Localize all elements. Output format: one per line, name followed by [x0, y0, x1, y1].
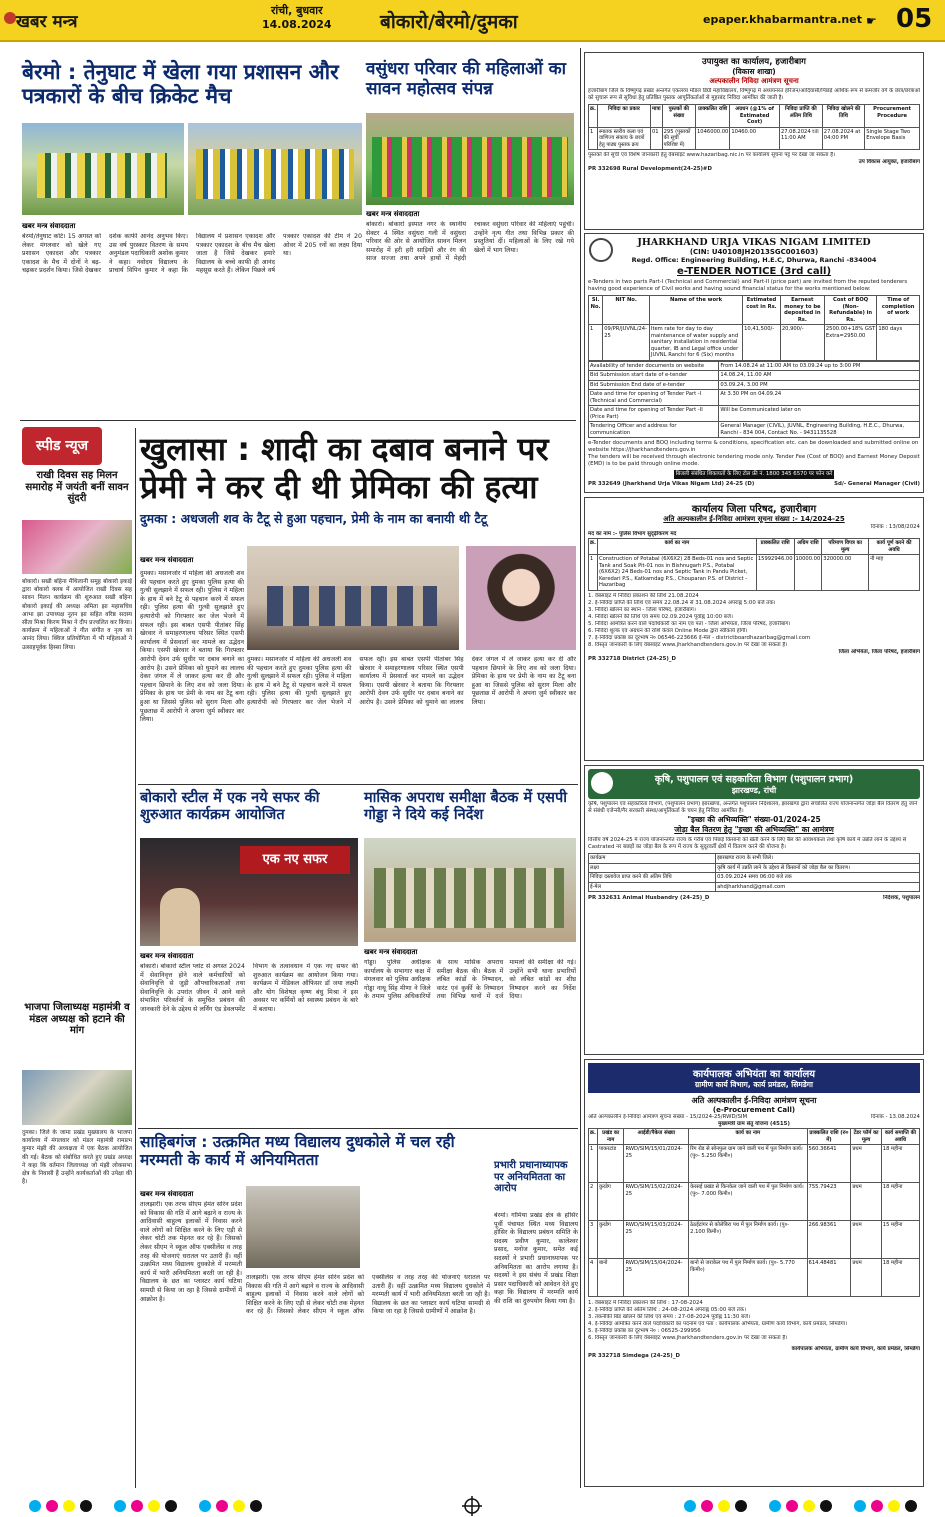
- ad1-table: [588, 104, 920, 150]
- table-row: [589, 422, 920, 438]
- ad5-table: [588, 1128, 920, 1297]
- city-day: रांची, बुधवार: [270, 4, 323, 17]
- ad2-th: Name of the work: [649, 296, 742, 325]
- speed-photo-2: [22, 1070, 132, 1125]
- story6-byline: खबर मन्त्र संवाददाता: [140, 1190, 194, 1198]
- ad5-sub: ग्रामीण कार्य विभाग, कार्य प्रमंडल, सिमडेगा: [695, 1080, 813, 1089]
- ad5-td: कुरडेग: [597, 1183, 624, 1221]
- speed-photo-1: [22, 520, 132, 574]
- registration-marks: [0, 1496, 945, 1517]
- ad5-th: टेंडर फॉर्म का मूल्य: [851, 1129, 881, 1145]
- table-row: [589, 555, 920, 591]
- ad1-td: स्नातक स्तरीय कला एवं वाणिज्य संकाय के छात्रों हेतु पाठ्य पुस्तक क्रय: [597, 127, 650, 150]
- story7-body: बेरमो। गोमिया प्रखंड क्षेत्र के होसिर पूर्वी पंचायत स्थित मध्य विद्यालय होसिर के विद्यालय प्रबंधन समिति के सदस्य प्रवीण कुमार, कालेश्वर प्रसाद, मनोज कुमार, समेत कई सदस्यों ने प्रभारी प्रधानाध्यापक पर अनियमितता का आरोप लगाया है। सदस्यों ने इस संबंध में प्रखंड शिक्षा प्रसार पदाधिकारी को आवेदन देते हुए कहा कि विद्यालय में मरम्मति कार्य की राशि का दुरुपयोग किया गया है।: [494, 1212, 578, 1305]
- ad-rwd-simdega: [584, 1059, 924, 1487]
- ad5-td: 755.79423: [807, 1183, 851, 1221]
- schedule-value: From 14.08.24 at 11:00 AM to 03.09.24 up to 3:00 PM: [719, 361, 920, 371]
- ad5-th: कार्य का नाम: [689, 1129, 807, 1145]
- table-row: [589, 1259, 920, 1297]
- ad2-note2: The tenders will be received through electronic tendering mode only. Tender Fee (Cost of BOQ) and Earnest Money Deposit (EMD) is to be paid through online mode.: [588, 454, 920, 467]
- story2-photo: [366, 113, 574, 205]
- ad1-th: अग्रधन (@1% of Estimated Cost): [730, 105, 780, 128]
- schedule-label: Date and time for opening of Tender Part -II (Price Part): [589, 406, 719, 422]
- ad5-th: आईडी/पैकेज संख्या: [624, 1129, 689, 1145]
- ad5-td: केरसई प्रखंड से किनकेल जाने वाली पथ में पुल निर्माण कार्य। (पु०- 7.000 किमी०): [689, 1183, 807, 1221]
- ad1-td: 1046000.00: [696, 127, 730, 150]
- ad2-pr: PR 332649 (Jharkhand Urja Vikas Nigam Ltd) 24-25 (D): [588, 481, 755, 487]
- divider: [138, 1128, 578, 1129]
- ad5-td: प्रथम: [851, 1183, 881, 1221]
- ad5-td: RWD/SIM/15/02/2024-25: [624, 1183, 689, 1221]
- ad1-notice: अल्पकालीन निविदा आमंत्रण सूचना: [709, 77, 799, 85]
- ad2-td: 2500.00+18% GST Extra=2950.00: [824, 325, 877, 361]
- epaper-link[interactable]: epaper.khabarmantra.net: [703, 13, 862, 26]
- ad5-line: 5. ई-निविदा प्रकोष्ठ का दूरभाष नं० : 06525-299956: [588, 1328, 701, 1334]
- ad4-pr: PR 332631 Animal Husbandry (24-25)_D: [588, 895, 710, 901]
- ad2-td: 09/PR/JUVNL/24-25: [603, 325, 650, 361]
- ad3-line: 4. निविदा खोलने की तिथि एवं समय 02.09.2024 पूर्वाह्न 10:00 बजे।: [588, 613, 733, 620]
- page-number: 05: [896, 4, 933, 34]
- color-dots-left: [29, 1500, 262, 1512]
- ad5-td: ठेठईटांगर से कोलेबिरा पथ में पुल निर्माण कार्य। (पु०- 2.100 किमी०): [689, 1221, 807, 1259]
- ad5-th: प्राक्कलित राशि (रु० में): [807, 1129, 851, 1145]
- schedule-value: Will be Communicated later on: [719, 406, 920, 422]
- ad5-th: क्र.: [589, 1129, 598, 1145]
- speed-headline-1: राखी दिवस सह मिलन समारोह में जयंती बनीं सावन सुंदरी: [25, 470, 129, 504]
- ad3-notice: अति अल्पकालीन ई-निविदा आमंत्रण सूचना संख्या :- 14/2024-25: [663, 515, 845, 523]
- ad4-subtitle: जोड़ा बैल वितरण हेतु "इच्छा की अभिव्यक्ति" का आमंत्रण: [674, 825, 834, 834]
- ad5-scheme: मुख्यमंत्री ग्राम सेतु योजना (4515): [718, 1121, 790, 1127]
- column-divider: [135, 428, 136, 1488]
- ad4-intro: कृषि, पशुपालन एवं सहकारिता विभाग, (पशुपालन प्रभाग) झारखण्ड, अन्तर्गत पशुपालन निदेशालय, झारखण्ड द्वारा संचालित राज्य योजनान्तर्गत जोड़ा बैल वितरण हेतु जाने से संबंधी एजेन्सी/गैर सरकारी संस्था/आपूर्तिकर्ता के चयन हेतु निविदा आमंत्रित है।: [588, 801, 918, 814]
- speed-body-2: दुमका। जिले के जामा प्रखंड मुख्यालय के भाजपा कार्यालय में मंगलवार को मंडल महामंत्री रामप्रभ कुमार मंझी की अध्यक्षता में एक बैठक आयोजित की गई। बैठक को संबोधित करते हुए प्रखंड अध्यक्ष ने कहा कि वर्तमान जिलाध्यक्ष जो मंझी लोकसभा क्षेत्र के निवासी हैं उन्होंने कार्यकर्ताओं की उपेक्षा की है।: [22, 1130, 132, 1186]
- ad5-td: प्रथम: [851, 1259, 881, 1297]
- ad-column-divider: [580, 48, 581, 1488]
- ad2-title: e-TENDER NOTICE (3rd call): [676, 266, 832, 277]
- speed-headline-2: भाजपा जिलाध्यक्ष महामंत्री व मंडल अध्यक्ष को हटाने की मांग: [24, 1002, 130, 1036]
- ad3-th: कार्य का नाम: [597, 539, 756, 555]
- ad3-line: 3. निविदा खोलने का स्थान - जिला परिषद, हजारीबाग।: [588, 606, 696, 613]
- ad5-proc: (e-Procurement Call): [712, 1106, 796, 1114]
- ad5-td: RWD/SIM/15/01/2024-25: [624, 1145, 689, 1183]
- ad3-office: कार्यालय जिला परिषद, हजारीबाग: [691, 504, 817, 515]
- ad1-dept: (विकास शाखा): [732, 67, 776, 76]
- ad5-ref: अति अल्पकालीन ई-निविदा आमंत्रण सूचना संख्या - 15/2024-25/RWD/SIM: [588, 1114, 748, 1120]
- ad2-intro: e-Tenders in two parts Part-I (Technical and Commercial) and Part-II (price part) are invited from the reputed tenderers having good experience of Civil works and having sound financial status for the works mentioned below:: [588, 279, 908, 292]
- schedule-value: General Manager (CIVIL), JUVNL, Engineering Building, H.E.C., Dhurwa, Ranchi - 834 004, Contact No. - 9431135528: [719, 422, 920, 438]
- ad3-th: क्र.: [589, 539, 598, 555]
- schedule-value: 14.08.24, 11.00 AM: [719, 371, 920, 381]
- story4-body: बोकारो। बोकारो स्टील प्लांट से अगस्त 2024 में सेवानिवृत्त होने वाले कर्मचारियों को सेवानिवृत्ति से जुड़ी औपचारिकताओं तथा सेवानिवृत्ति के उपरांत जीवन में आने वाले संभावित परिवर्तनों के समुचित प्रबंधन की जानकारी देने के उद्देश्य से लर्निंग एंड डेवलपमेंट विभाग के तत्वावधान में एक नए सफर की शुरुआत कार्यक्रम का आयोजन किया गया। कार्यक्रम में मेडिकल ऑफिसर डॉ जया लक्ष्मी और योग विशेषज्ञ कृष्ण बंधु मिश्रा ने इस अवसर पर कर्मियों को स्वास्थ्य प्रबंधन के बारे में बताया।: [140, 963, 358, 1013]
- ad2-td: 1: [589, 325, 603, 361]
- ad1-th: पुस्तकों की संख्या: [662, 105, 695, 128]
- ad1-pr: PR 332698 Rural Development(24-25)#D: [588, 166, 712, 172]
- ad3-table: [588, 538, 920, 591]
- table-row: [589, 863, 920, 873]
- story4-byline: खबर मन्त्र संवाददाता: [140, 952, 194, 960]
- ad1-th: निविदा प्राप्ति की अंतिम तिथि: [779, 105, 822, 128]
- ad5-line: 6. विस्तृत जानकारी के लिए वेबसाइट www.jharkhandtenders.gov.in पर देखा जा सकता है।: [588, 1335, 788, 1341]
- ad3-th: कार्य पूर्ण करने की अवधि: [869, 539, 920, 555]
- ad4-value: 03.09.2024 समय 06:00 बजे तक: [716, 873, 920, 883]
- table-row: [589, 882, 920, 892]
- ad3-line: 1. वेबसाइट में निविदा प्रकाशन की तिथि 21.08.2024: [588, 592, 699, 599]
- ad4-label: निविदा दस्तावेज प्राप्त करने की अंतिम तिथि: [589, 873, 716, 883]
- ad1-intro: हजारीबाग जिले के विष्णुगढ़ प्रखंड अन्तर्गत एकलव्य मॉडल डिग्री महाविद्यालय, विष्णुगढ़ में अध्ययनरत हरिजन/आदिवासी/पिछड़े आर्थिक रूप से कमजोर वर्ग के छात्र/छात्राओं को सुचारू रूप से सुविधा हेतु प्रतिष्ठित पुस्तक आपूर्तिकर्ताओं से मुहरबंद निविदा आमंत्रित की जाती है।: [588, 88, 920, 101]
- ad4-table: [588, 853, 920, 892]
- ad5-td: RWD/SIM/15/03/2024-25: [624, 1221, 689, 1259]
- divider: [138, 784, 578, 785]
- table-row: [589, 1145, 920, 1183]
- table-row: [589, 1183, 920, 1221]
- table-row: [589, 390, 920, 406]
- ad1-td: Single Stage Two Envelope Basis: [865, 127, 920, 150]
- ad-hazaribag-dev: [584, 52, 924, 230]
- lead-subhead: दुमका : अधजली शव के टैटू से हुआ पहचान, प्रेमी के नाम का बनायी थी टैटू: [140, 511, 488, 526]
- ad3-line: 7. ई-निविदा प्रकोष्ठ का दूरभाष नं० 06546-223666 ई-मेल - districtboardhazaribag@gmail.com: [588, 634, 811, 641]
- ad3-th: परिमाण विपत्र का मूल्य: [822, 539, 869, 555]
- ad4-place: झारखण्ड, रांची: [731, 786, 777, 795]
- ad4-value: कृषि कार्य में उन्नति लाने के उद्देश्य से किसानों को जोड़ा बैल का वितरण।: [716, 863, 920, 873]
- ad-animal-husbandry: [584, 765, 924, 1055]
- ad1-office: उपायुक्त का कार्यालय, हजारीबाग: [702, 57, 806, 67]
- ad5-td: बानो: [597, 1259, 624, 1297]
- story5-photo: [364, 838, 576, 942]
- ad5-td: 15 महीना: [881, 1221, 919, 1259]
- ad3-td: 10000.00: [794, 555, 822, 591]
- ad-zila-parishad: [584, 497, 924, 761]
- ad2-th: Earnest money to be deposited in Rs.: [780, 296, 824, 325]
- ad1-footnote: पुस्तकों की सूची एवं विशेष जानकारी हेतु वेबसाइट www.hazaribag.nic.in पर कार्यालय सूचना पट्ट पर देखा जा सकता है।: [588, 152, 836, 158]
- ad1-th: क्र.: [589, 105, 598, 128]
- ad4-sign: निदेशक, पशुपालन: [883, 895, 920, 901]
- lead-body: दुमका। मसानजोर में महिला की अधजली शव की पहचान करते हुए दुमका पुलिस हत्या की गुत्थी सुलझाने में सफल रही। पुलिस ने महिला के हाथ में बने टैटू से पहचान करने में सफल रही। पुलिस हत्या की गुत्थी सुलझाते हुए हत्यारोपी को गिरफ्तार कर जेल भेजने में सफल रही। इस बाबत एसपी पीतांबर सिंह खेरवार ने समाहरणालय परिसर स्थित एसपी कार्यालय में प्रेसवार्ता कर मामले का उद्भेदन किया। एसपी खेरवार ने बताया कि गिरफ्तार आरोपी देवन उर्फ सुधीर पर दबाव बनाने का आरोप है। उसने प्रेमिका को घुमाने का लालच देकर जंगल में ले जाकर हत्या कर दी और पहचान छिपाने के लिए शव को जला दिया। प्रेमिका के हाथ पर प्रेमी के नाम का टैटू बना हुआ था जिससे पुलिस को सुराग मिला और पूछताछ में आरोपी ने अपना जुर्म स्वीकार कर लिया।: [247, 656, 576, 706]
- story4-photo: [140, 838, 358, 946]
- ad1-td: 01: [650, 127, 662, 150]
- ad3-td: 15992946.00: [756, 555, 794, 591]
- schedule-value: 03.09.24, 3.00 PM: [719, 380, 920, 390]
- table-row: [589, 873, 920, 883]
- brand-name: खबर मन्त्र: [16, 12, 78, 32]
- ad3-head: मद का नाम :- पुलिस विभाग सुदृढ़ीकरण मद: [588, 531, 677, 537]
- ad4-label: कार्यक्रम: [589, 854, 716, 864]
- ad4-office: कृषि, पशुपालन एवं सहकारिता विभाग (पशुपालन प्रभाग): [654, 774, 854, 785]
- ad1-sign: उप विकास आयुक्त, हजारीबाग: [858, 159, 920, 165]
- ad5-td: 18 महीना: [881, 1145, 919, 1183]
- ad3-sign: जिला अभियंता, जिला परिषद, हजारीबाग: [838, 648, 920, 655]
- ad3-td: 320000.00: [822, 555, 869, 591]
- speed-body-1: बोकारो। सखी बहिना मैथिलानी समूह बोकारो इकाई द्वारा बोकारो क्लब में आयोजित राखी दिवस सह सावन मिलन कार्यक्रम की शुरुआत सखी बहिना बोकारो इकाई की अध्यक्ष अमिता झा महासचिव आभा झा उपाध्यक्ष नूतन झा सहित वरिष्ठ सदस्य सीता मिश्रा किरण मिश्रा ने दीप प्रज्वलित कर किया। कार्यक्रम में महिलाओं ने गीत संगीत व नृत्य का आनंद लिया। क्विज प्रतियोगिता में भी महिलाओं ने उत्साहपूर्वक हिस्सा लिया।: [22, 579, 132, 651]
- story1-byline: खबर मन्त्र संवाददाता: [22, 222, 76, 230]
- ad1-td: 295 (पुस्तकों की सूची परिशिष्ट में): [662, 127, 695, 150]
- ad2-td: 10,41,500/-: [743, 325, 781, 361]
- story6-body: तालझारी। एक तरफ सीएम हेमंत सोरेन प्रदेश को विकास की गति में आगे बढ़ाने व राज्य के आदिवासी बाहुल्य इलाकों में निवास करने वाले लोगों को शिक्षित करने के लिए एड़ी से लेकर चोटी तक मेहनत कर रहे हैं। जिसको लेकर सीएम ने स्कूल ऑफ एक्सीलेंस व तरह तरह की योजनाएं धरातल पर उतारी हैं। वहीं उत्क्रमित मध्य विद्यालय दुधकोले में मरम्मती कार्य में भारी अनियमितता बरती जा रही है। विद्यालय के छत का प्लास्टर कार्य घटिया सामग्री से किया जा रहा है जिससे ग्रामीणों में आक्रोश है।: [246, 1274, 490, 1316]
- ad4-title: "इच्छा की अभिव्यक्ति" संख्या-01/2024-25: [687, 815, 821, 824]
- ad5-td: 266.98361: [807, 1221, 851, 1259]
- ad2-company: JHARKHAND URJA VIKAS NIGAM LIMITED: [637, 237, 871, 248]
- ad3-th: प्राक्कलित राशि: [756, 539, 794, 555]
- ad5-td: पाकरटांड: [597, 1145, 624, 1183]
- ad2-td: Item rate for day to day maintenance of water supply and sanitary installation in residential quarter, IB and Legal office under JUVNL Ranchi for 6 (Six) months: [649, 325, 742, 361]
- ad1-th: Procurement Procedure: [865, 105, 920, 128]
- ad1-td: 1: [589, 127, 598, 150]
- issue-date: 14.08.2024: [262, 18, 332, 31]
- table-row: [589, 380, 920, 390]
- divider: [20, 420, 576, 421]
- ad3-line: 8. विस्तृत जानकारी के लिए वेबसाइट www.jharkhandtenders.gov.in पर देखा जा सकता है।: [588, 641, 788, 648]
- dept-emblem-icon: [591, 772, 613, 794]
- ad5-td: RWD/SIM/15/04/2024-25: [624, 1259, 689, 1297]
- table-row: [589, 325, 920, 361]
- table-row: [589, 371, 920, 381]
- ad3-th: अग्रिम राशि: [794, 539, 822, 555]
- ad1-th: मात्रा: [650, 105, 662, 128]
- ad5-td: 614.48481: [807, 1259, 851, 1297]
- lead-photo-victim: [466, 546, 576, 650]
- color-dots-right: [684, 1500, 917, 1512]
- ad3-td: नौ माह: [869, 555, 920, 591]
- ad2-th: Sl. No.: [589, 296, 603, 325]
- story6-photo: [246, 1186, 360, 1268]
- ad5-td: 18 महीना: [881, 1183, 919, 1221]
- lead-headline: खुलासा : शादी का दबाव बनाने पर प्रेमी ने कर दी थी प्रेमिका की हत्या: [140, 430, 549, 506]
- ad5-notice: अति अल्पकालीन ई-निविदा आमंत्रण सूचना: [691, 1096, 817, 1105]
- story2-body: बोकारो। बोकारो इस्पात नगर के स्थानीय सेक्टर 4 स्थित वसुंधरा गली में वसुंधरा परिवार की ओर से आयोजित सावन मिलन समारोह में हरी हरी साड़ियों और रंग की साज सज्जा तथा अपने हाथों में मेहंदी रचाकर वसुंधरा परिवार की महिलाएं पहुंचीं। उन्होंने नृत्य गीत तथा विभिन्न प्रकार की प्रस्तुतियां दीं। महिलाओं के लिए रखे गये खेलों में भाग लिया।: [366, 221, 574, 263]
- table-row: [589, 854, 920, 864]
- schedule-label: Tendering Officer and address for communication: [589, 422, 719, 438]
- ad2-th: Cost of BOQ (Non-Refundable) in Rs.: [824, 296, 877, 325]
- story6-headline: साहिबगंज : उत्क्रमित मध्य विद्यालय दुधकोले में चल रही मरम्मती के कार्य में अनियमितता: [140, 1133, 455, 1169]
- lead-byline: खबर मन्त्र संवाददाता: [140, 556, 194, 564]
- story2-byline: खबर मन्त्र संवाददाता: [366, 210, 420, 218]
- story6-body-col1: तालझारी। एक तरफ सीएम हेमंत सोरेन प्रदेश को विकास की गति में आगे बढ़ाने व राज्य के आदिवासी बाहुल्य इलाकों में निवास करने वाले लोगों को शिक्षित करने के लिए एड़ी से लेकर चोटी तक मेहनत कर रहे हैं। जिसको लेकर सीएम ने स्कूल ऑफ एक्सीलेंस व तरह तरह की योजनाएं धरातल पर उतारी हैं। वहीं उत्क्रमित मध्य विद्यालय दुधकोले में मरम्मती कार्य में भारी अनियमितता बरती जा रही है। विद्यालय के छत का प्लास्टर कार्य घटिया सामग्री से किया जा रहा है जिससे ग्रामीणों में आक्रोश है।: [140, 1201, 242, 1303]
- juvnl-logo-icon: [589, 238, 613, 262]
- ad5-td: 560.36641: [807, 1145, 851, 1183]
- story1-photo-right: [188, 123, 362, 215]
- table-row: [589, 1221, 920, 1259]
- ad1-td: 10460.00: [730, 127, 780, 150]
- ad2-note1: e-Tender documents and BOQ including terms & conditions, specification etc. can be downloaded and submitted online on website https://jharkhandtenders.gov.in: [588, 440, 919, 453]
- ad5-td: कुरडेग: [597, 1221, 624, 1259]
- ad5-sign: कार्यपालक अभियंता, ग्रामीण कार्य विभाग, कार्य प्रमंडल, सिमडेगा: [791, 1346, 920, 1352]
- schedule-label: Availability of tender documents on website: [589, 361, 719, 371]
- ad2-th: NIT No.: [603, 296, 650, 325]
- ad5-td: रिंग रोड से सोनफुल ग्राम जाने वाली पथ में पुल निर्माण कार्य। (पु०- 5.250 किमी०): [689, 1145, 807, 1183]
- ad2-td: 20,900/-: [780, 325, 824, 361]
- ad5-td: 1: [589, 1145, 598, 1183]
- ad2-address: Regd. Office: Engineering Building, H.E.C, Dhurwa, Ranchi -834004: [631, 256, 877, 264]
- ad5-td: 18 महीना: [881, 1259, 919, 1297]
- ad4-value: ahdjharkhand@gmail.com: [716, 882, 920, 892]
- ad4-value: झारखण्ड राज्य के सभी जिले।: [716, 854, 920, 864]
- ad4-label: लक्ष्य: [589, 863, 716, 873]
- ad3-line: 2. ई-निविदा प्राप्ति की तिथि एवं समय 22.08.24 से 31.08.2024 अपराह्न 5:00 बजे तक।: [588, 599, 776, 606]
- ad3-line: 5. निविदा आमंत्रित करने वाले पदाधिकारी का नाम एवं पता - जिला अभियंता, जिला परिषद, हजारीबाग।: [588, 620, 791, 627]
- ad5-td: प्रथम: [851, 1145, 881, 1183]
- cursor-hand-icon: ☛: [866, 14, 877, 28]
- ad2-th: Estimated cost in Rs.: [743, 296, 781, 325]
- ad1-th: निविदा खोलने की तिथि: [822, 105, 864, 128]
- ad5-line: 4. ई-निविदा आमंत्रित करने वाले पदाधिकारी का पदनाम एवं पता : कार्यपालक अभियंता, ग्रामीण कार्य विभाग, कार्य प्रमंडल, सिमडेगा।: [588, 1321, 848, 1327]
- ad3-td: 1: [589, 555, 598, 591]
- ad3-line: 6. निविदा शुल्क एवं अग्रधन की राशि केवल Online Mode द्वारा स्वीकार्य होगी।: [588, 627, 748, 634]
- brand-logo-icon: [4, 12, 16, 24]
- ad4-label: ई-मेल: [589, 882, 716, 892]
- ad3-pr: PR 332718 District (24-25)_D: [588, 655, 676, 662]
- story5-headline: मासिक अपराध समीक्षा बैठक में एसपी गोड्डा ने दिये कई निर्देश: [364, 790, 567, 823]
- ad5-line: 2. ई-निविदा प्राप्ति की अंतिम तिथि : 24-08-2024 अपराह्न 05:00 बजे तक।: [588, 1307, 747, 1313]
- story5-byline: खबर मन्त्र संवाददाता: [364, 948, 418, 956]
- lead-photo-press: [247, 546, 459, 650]
- ad5-ref-date: दिनांक - 13.08.2024: [870, 1114, 920, 1120]
- story4-photo-banner: एक नए सफर: [240, 846, 350, 874]
- story7-headline: प्रभारी प्रधानाध्यापक पर अनियमितता का आरोप: [494, 1160, 568, 1194]
- speed-news-label: स्पीड न्यूज: [22, 427, 102, 465]
- ad5-td: 3: [589, 1221, 598, 1259]
- table-row: [589, 406, 920, 422]
- story4-headline: बोकारो स्टील में एक नये सफर की शुरुआत कार्यक्रम आयोजित: [140, 790, 320, 823]
- ad5-pr: PR 332718 Simdega (24-25)_D: [588, 1353, 680, 1359]
- ad2-schedule: [588, 361, 920, 439]
- story5-body: गोड्डा। पुलिस अधीक्षक कार्यालय के सभागार कक्ष में मंगलवार को पुलिस अधीक्षक गोड्डा नाथू सिंह मीणा ने जिले के तमाम पुलिस अधिकारियों के साथ मासिक अपराध समीक्षा बैठक की। बैठक में लंबित कांडों के निष्पादन, वारंट एवं कुर्की के निष्पादन तथा विभिन्न थानों में दर्ज मामलों की समीक्षा की गई। उन्होंने सभी थाना प्रभारियों को लंबित कांडों का शीघ्र निष्पादन करने का निर्देश दिया।: [364, 959, 576, 1001]
- schedule-label: Date and time for opening of Tender Part -I (Technical and Commercial): [589, 390, 719, 406]
- table-row: [589, 127, 920, 150]
- ad3-td: Construction of Potabal (6X6X2) 28 Beds-01 nos and Septic Tank and Soak Pit-01 nos in Bishnugarh P.S., Potabal (6X6X2) 24 Beds-01 nos and Septic Tank in Pandu Picket, Keredari P.S., Katkamdag P.S., Chouparan P.S. of District - Hazaribag: [597, 555, 756, 591]
- ad3-date: दिनांक : 13/08/2024: [870, 524, 920, 530]
- ad1-td: 27.08.2024 at 04:00 PM: [822, 127, 864, 150]
- dateline: [262, 4, 332, 32]
- ad5-th: कार्य समाप्ति की अवधि: [881, 1129, 919, 1145]
- ad5-line: 3. तकनीकी बिड खोलने की तिथि एवं समय : 27-08-2024 पूर्वाह्न 11:30 बजे।: [588, 1314, 751, 1320]
- ad2-cin: (CIN: U40108JH2013SGC001603): [689, 248, 819, 256]
- ad5-td: 4: [589, 1259, 598, 1297]
- ad2-table: [588, 295, 920, 361]
- ad1-th: निविदा का प्रकार: [597, 105, 650, 128]
- ad5-th: प्रखंड का नाम: [597, 1129, 624, 1145]
- schedule-label: Bid Submission End date of e-tender: [589, 380, 719, 390]
- ad2-sign: Sd/- General Manager (Civil): [834, 481, 920, 487]
- story1-headline: बेरमो : तेनुघाट में खेला गया प्रशासन और पत्रकारों के बीच क्रिकेट मैच: [22, 60, 339, 109]
- schedule-value: At 3.30 PM on 04.09.24: [719, 390, 920, 406]
- story1-body: बेरमो/तेनुघाट कोर्ट। 15 अगस्त को लेकर मंगलवार को खेले गए प्रशासन एकादश और पत्रकार एकादश के मैच में दोनों ने बढ़-चढ़कर प्रदर्शन किया। जिसे देखकर दर्शक काफी आनंद अनुभव किए। उस वर्ष पुरस्कार वितरण के समय अनुमंडल पदाधिकारी अशोक कुमार ने कहा। नवोदय विद्यालय के प्राचार्य विपिन कुमार ने कहा कि विद्यालय में प्रशासन एकादश और पत्रकार एकादश के बीच मैच खेला जाता है जिसे देखकर हमारे विद्यालय के बच्चे काफी ही आनंद महसूस करते हैं। लेकिन पिछले वर्ष पत्रकार एकादश की टीम ने 20 ओवर में 205 रनों का लक्ष्य दिया था।: [22, 233, 362, 275]
- story1-photo-left: [22, 123, 184, 215]
- ad-juvnl-tender: [584, 233, 924, 493]
- ad5-td: 2: [589, 1183, 598, 1221]
- ad5-td: प्रथम: [851, 1221, 881, 1259]
- table-row: [589, 361, 920, 371]
- crosshair-icon: [462, 1496, 482, 1516]
- ad4-body: वित्तीय वर्ष 2024-25 में राज्य योजनान्तर्गत राज्य के गरीब एवं पिछड़े किसानों को खेती करने के लिए बैल की आवश्यकता तथा कृषि कार्य में उन्नति लाने के उद्देश्य से Castrated नर बछड़ों का जोड़ा बैल के रूप में राज्य के सुदूरवर्ती क्षेत्रों में वितरण करने की योजना है।: [588, 837, 907, 850]
- ad2-helpline: बिजली संबंधित शिकायतों के लिए टोल फ्री नं. 1800 345 6570 पर फोन करें: [675, 471, 833, 477]
- ad1-td: 27.08.2024 till 11:00 AM: [779, 127, 822, 150]
- section-title: बोकारो/बेरमो/दुमका: [380, 11, 518, 33]
- ad1-th: प्राक्कलित राशि: [696, 105, 730, 128]
- ad2-th: Time of completion of work: [877, 296, 920, 325]
- masthead: [0, 0, 945, 42]
- story2-headline: वसुंधरा परिवार की महिलाओं का सावन महोत्सव संपन्न: [366, 59, 567, 99]
- ad5-line: 1. वेबसाइट में निविदा प्रकाशन की तिथि : 17-08-2024: [588, 1300, 703, 1306]
- ad5-office: कार्यपालक अभियंता का कार्यालय: [692, 1069, 816, 1080]
- schedule-label: Bid Submission start date of e-tender: [589, 371, 719, 381]
- lead-body-col1: दुमका। मसानजोर में महिला की अधजली शव की पहचान करते हुए दुमका पुलिस हत्या की गुत्थी सुलझाने में सफल रही। पुलिस ने महिला के हाथ में बने टैटू से पहचान करने में सफल रही। पुलिस हत्या की गुत्थी सुलझाते हुए हत्यारोपी को गिरफ्तार कर जेल भेजने में सफल रही। इस बाबत एसपी पीतांबर सिंह खेरवार ने समाहरणालय परिसर स्थित एसपी कार्यालय में प्रेसवार्ता कर मामले का उद्भेदन किया। एसपी खेरवार ने बताया कि गिरफ्तार आरोपी देवन उर्फ सुधीर पर दबाव बनाने का आरोप है। उसने प्रेमिका को घुमाने का लालच देकर जंगल में ले जाकर हत्या कर दी और पहचान छिपाने के लिए शव को जला दिया। प्रेमिका के हाथ पर प्रेमी के नाम का टैटू बना हुआ था जिससे पुलिस को सुराग मिला और पूछताछ में आरोपी ने अपना जुर्म स्वीकार कर लिया।: [140, 570, 244, 724]
- ad5-td: बानो से जराकेल पथ में पुल निर्माण कार्य। (पु०- 5.770 किमी०): [689, 1259, 807, 1297]
- ad2-td: 180 days: [877, 325, 920, 361]
